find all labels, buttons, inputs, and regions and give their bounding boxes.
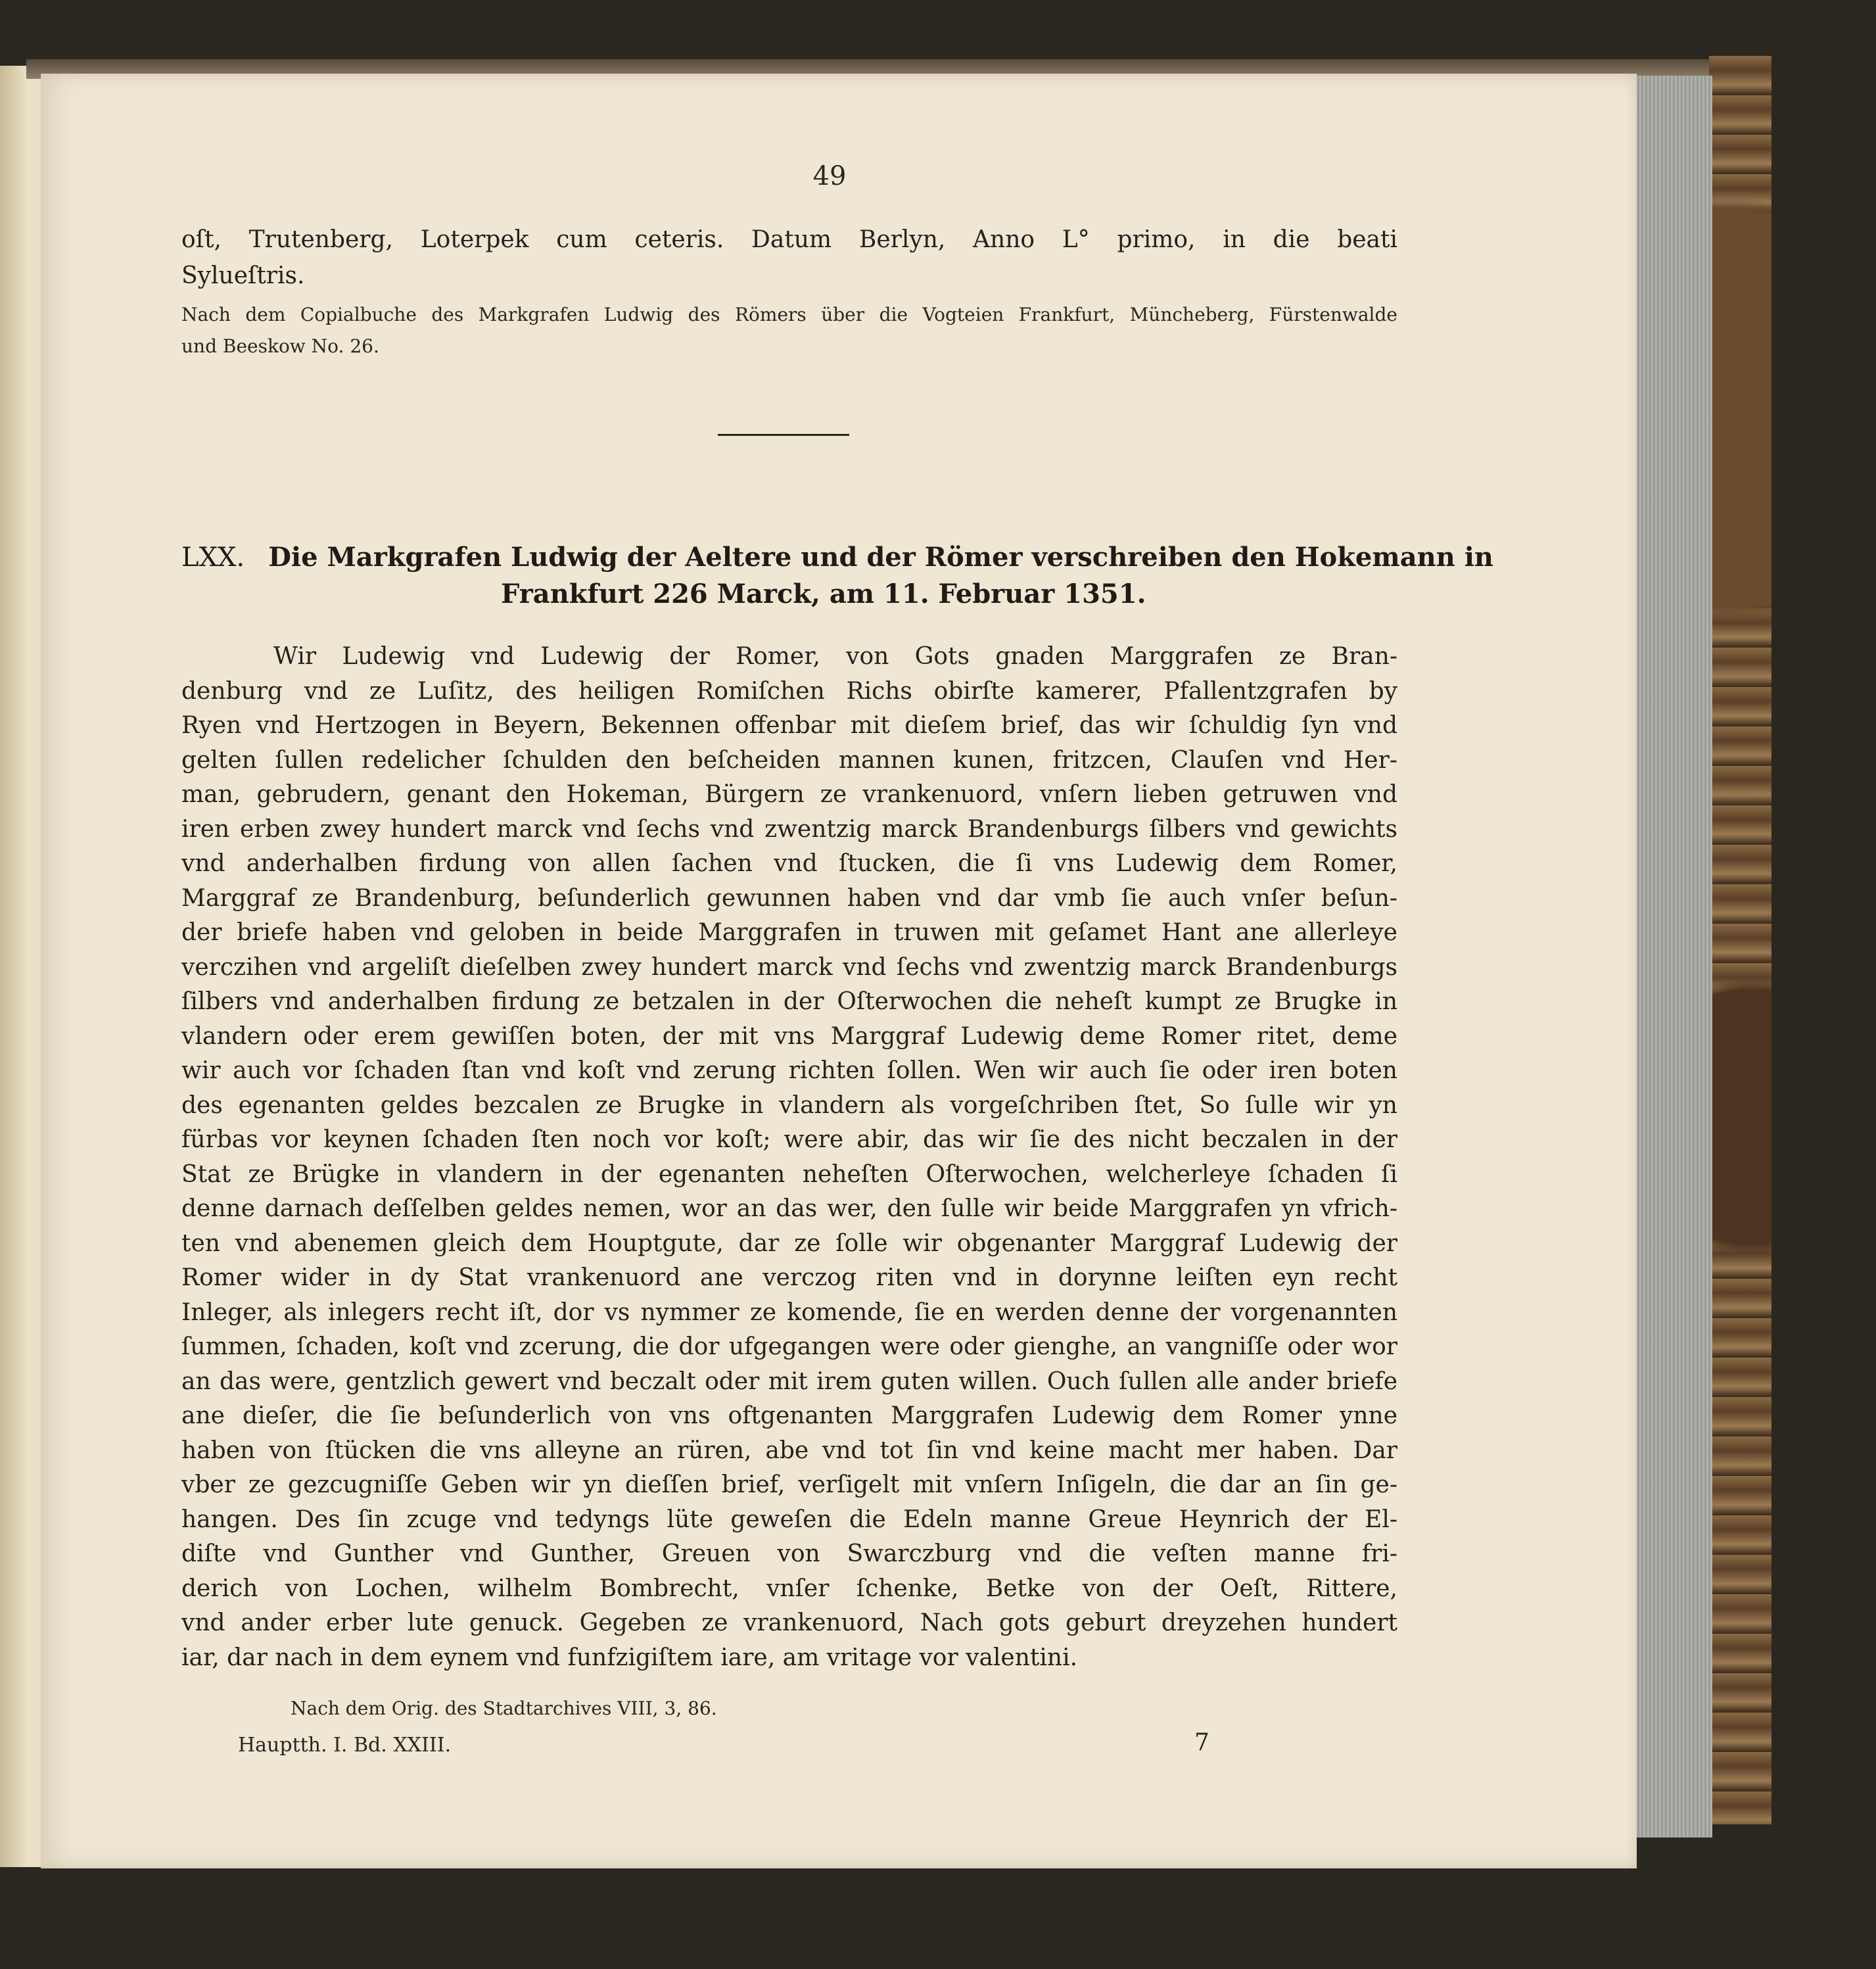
- body-line: vber ze gezcugniſſe Geben wir yn dieſſen brief, verſigelt mit vnſern Inſigeln, die dar an ſin ge-: [181, 1471, 1397, 1498]
- document-number: LXX.: [181, 542, 245, 573]
- body-line: ane dieſer, die ſie beſunderlich von vns oftgenanten Marggrafen Ludewig dem Romer ynne: [181, 1402, 1397, 1429]
- continuation-line: oſt, Trutenberg, Loterpek cum ceteris. Datum Berlyn, Anno L° primo, in die beati: [181, 226, 1397, 253]
- body-line: gelten ſullen redelicher ſchulden den beſcheiden mannen kunen, fritzcen, Clauſen vnd Her-: [181, 746, 1397, 774]
- body-line: diſte vnd Gunther vnd Gunther, Greuen von Swarczburg vnd die veſten manne fri-: [181, 1540, 1397, 1567]
- body-line: Romer wider in dy Stat vrankenuord ane verczog riten vnd in dorynne leiſten eyn recht: [181, 1264, 1397, 1291]
- body-line: iren erben zwey hundert marck vnd ſechs vnd zwentzig marck Brandenburgs ſilbers vnd gewichts: [181, 815, 1397, 843]
- document-source-note: Nach dem Orig. des Stadtarchives VIII, 3, 86.: [291, 1697, 717, 1719]
- body-line: haben von ſtücken die vns alleyne an rüren, abe vnd tot ſin vnd keine macht mer haben. Dar: [181, 1436, 1397, 1464]
- book-page: [41, 74, 1637, 1868]
- body-line: man, gebrudern, genant den Hokeman, Bürgern ze vrankenuord, vnſern lieben getruwen vnd: [181, 781, 1397, 808]
- body-line: ten vnd abenemen gleich dem Houptgute, dar ze ſolle wir obgenanter Marggraf Ludewig der: [181, 1229, 1397, 1257]
- body-line: hangen. Des ſin zcuge vnd tedyngs lüte geweſen die Edeln manne Greue Heynrich der El-: [181, 1506, 1397, 1533]
- body-line: ſilbers vnd anderhalben firdung ze betzalen in der Oſterwochen die neheſt kumpt ze Brugke in: [181, 988, 1397, 1015]
- body-line: verczihen vnd argeliſt dieſelben zwey hundert marck vnd ſechs vnd zwentzig marck Brandenburgs: [181, 953, 1397, 981]
- body-line: fürbas vor keynen ſchaden ſten noch vor koſt; were abir, das wir ſie des nicht beczalen in der: [181, 1126, 1397, 1153]
- section-divider: [718, 434, 849, 436]
- document-title: [181, 542, 1493, 573]
- body-line: vnd ander erber lute genuck. Gegeben ze vrankenuord, Nach gots geburt dreyzehen hundert: [181, 1609, 1397, 1636]
- body-line: Ryen vnd Hertzogen in Beyern, Bekennen offenbar mit dieſem brief, das wir ſchuldig ſyn vnd: [181, 712, 1397, 739]
- body-line: Inleger, als inlegers recht iſt, dor vs nymmer ze komende, ſie en werden denne der vorgenannten: [181, 1298, 1397, 1326]
- body-line: denburg vnd ze Luſitz, des heiligen Romiſchen Richs obirſte kamerer, Pfallentzgrafen by: [181, 677, 1397, 705]
- page-number: 49: [812, 161, 847, 191]
- sheet-number: 7: [1194, 1729, 1209, 1756]
- body-line: vlandern oder erem gewiſſen boten, der mit vns Marggraf Ludewig deme Romer ritet, deme: [181, 1022, 1397, 1050]
- body-line: an das were, gentzlich gewert vnd beczalt oder mit irem guten willen. Ouch ſullen alle ander briefe: [181, 1367, 1397, 1395]
- body-line: denne darnach deſſelben geldes nemen, wor an das wer, den ſulle wir beide Marggrafen yn vfrich-: [181, 1195, 1397, 1222]
- body-line: des egenanten geldes bezcalen ze Brugke in vlandern als vorgeſchriben ſtet, So ſulle wir yn: [181, 1091, 1397, 1119]
- body-line: vnd anderhalben firdung von allen ſachen vnd ſtucken, die ſi vns Ludewig dem Romer,: [181, 850, 1397, 877]
- continuation-line: Sylueſtris.: [181, 262, 305, 289]
- body-line: ſummen, ſchaden, koſt vnd zcerung, die dor ufgegangen were oder gienghe, an vangniſſe oder wor: [181, 1333, 1397, 1360]
- document-title-line: Frankfurt 226 Marck, am 11. Februar 1351.: [501, 579, 1146, 609]
- continuation-source-note: Nach dem Copialbuche des Markgrafen Ludwig des Römers über die Vogteien Frankfurt, Müncheberg, Fürstenwalde: [181, 304, 1397, 325]
- body-line: Wir Ludewig vnd Ludewig der Romer, von Gots gnaden Marggrafen ze Bran-: [273, 643, 1397, 670]
- body-line: Stat ze Brügke in vlandern in der egenanten neheſten Oſterwochen, welcherleye ſchaden ſi: [181, 1160, 1397, 1188]
- body-line: der briefe haben vnd geloben in beide Marggrafen in truwen mit geſamet Hant ane allerleye: [181, 919, 1397, 946]
- marbled-cover-edge: [1709, 56, 1771, 1824]
- page-block-edge: [1630, 76, 1712, 1838]
- body-line: wir auch vor ſchaden ſtan vnd koſt vnd zerung richten ſollen. Wen wir auch ſie oder iren boten: [181, 1057, 1397, 1084]
- body-line: iar, dar nach in dem eynem vnd funfzigiſtem iare, am vritage vor valentini.: [181, 1644, 1078, 1671]
- document-title-line: Die Markgrafen Ludwig der Aeltere und der Römer verschreiben den Hokemann in: [268, 542, 1493, 573]
- body-line: Marggraf ze Brandenburg, beſunderlich gewunnen haben vnd dar vmb ſie auch vnſer beſun-: [181, 884, 1397, 912]
- continuation-source-note: und Beeskow No. 26.: [181, 335, 379, 357]
- body-line: derich von Lochen, wilhelm Bombrecht, vnſer ſchenke, Betke von der Oeſt, Rittere,: [181, 1575, 1397, 1602]
- signature-mark: Hauptth. I. Bd. XXIII.: [238, 1734, 452, 1757]
